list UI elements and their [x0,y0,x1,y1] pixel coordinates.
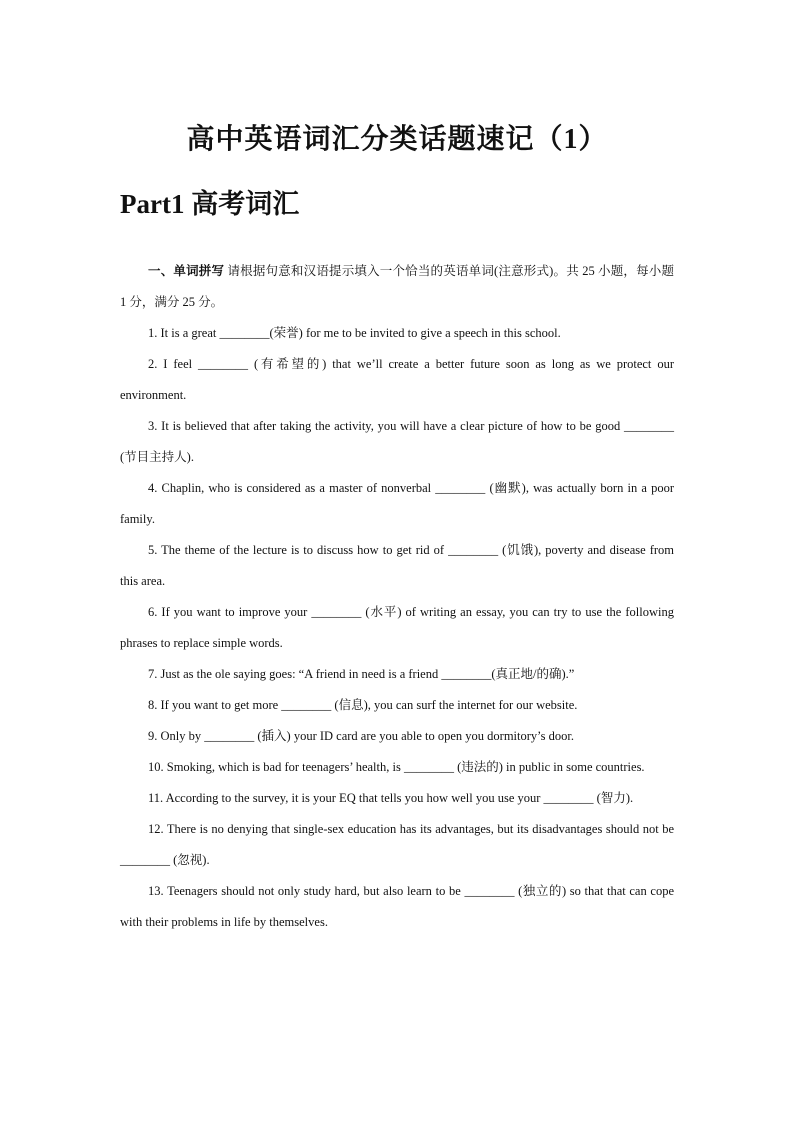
part-heading: Part1 高考词汇 [120,189,300,219]
section-instructions: 请根据句意和汉语提示填入一个恰当的英语单词(注意形式)。共 25 小题，每小题 1 分，满分 25 分。 [120,264,674,309]
question-11: 11. According to the survey, it is your EQ that tells you how well you use your ________ (智力). [148,791,634,805]
question-7: 7. Just as the ole saying goes: “A friend in need is a friend ________(真正地/的确).” [148,667,575,681]
question-8: 8. If you want to get more ________ (信息), you can surf the internet for our website. [148,698,578,712]
question-13: 13. Teenagers should not only study hard, but also learn to be ________ (独立的) so that that can cope with their problems in life by themselves. [120,884,674,929]
question-5: 5. The theme of the lecture is to discuss how to get rid of ________ (饥饿), poverty and disease from this area. [120,543,674,588]
question-3: 3. It is believed that after taking the activity, you will have a clear picture of how to be good ________ (节目主持人). [120,419,674,464]
exercise-body [120,256,674,938]
question-4: 4. Chaplin, who is considered as a master of nonverbal ________ (幽默), was actually born in a poor family. [120,481,674,526]
question-10: 10. Smoking, which is bad for teenagers’ health, is ________ (违法的) in public in some countries. [148,760,645,774]
section-label: 一、单词拼写 [148,264,225,278]
question-1: 1. It is a great ________(荣誉) for me to be invited to give a speech in this school. [148,326,561,340]
section-intro [120,256,674,318]
question-12: 12. There is no denying that single-sex education has its advantages, but its disadvantages should not be ________ (忽视). [120,822,674,867]
document-title: 高中英语词汇分类话题速记（1） [186,124,608,155]
question-2: 2. I feel ________ (有希望的) that we’ll create a better future soon as long as we protect our environment. [120,357,674,402]
question-9: 9. Only by ________ (插入) your ID card are you able to open you dormitory’s door. [148,729,574,743]
question-6: 6. If you want to improve your ________ (水平) of writing an essay, you can try to use the following phrases to replace simple words. [120,605,674,650]
